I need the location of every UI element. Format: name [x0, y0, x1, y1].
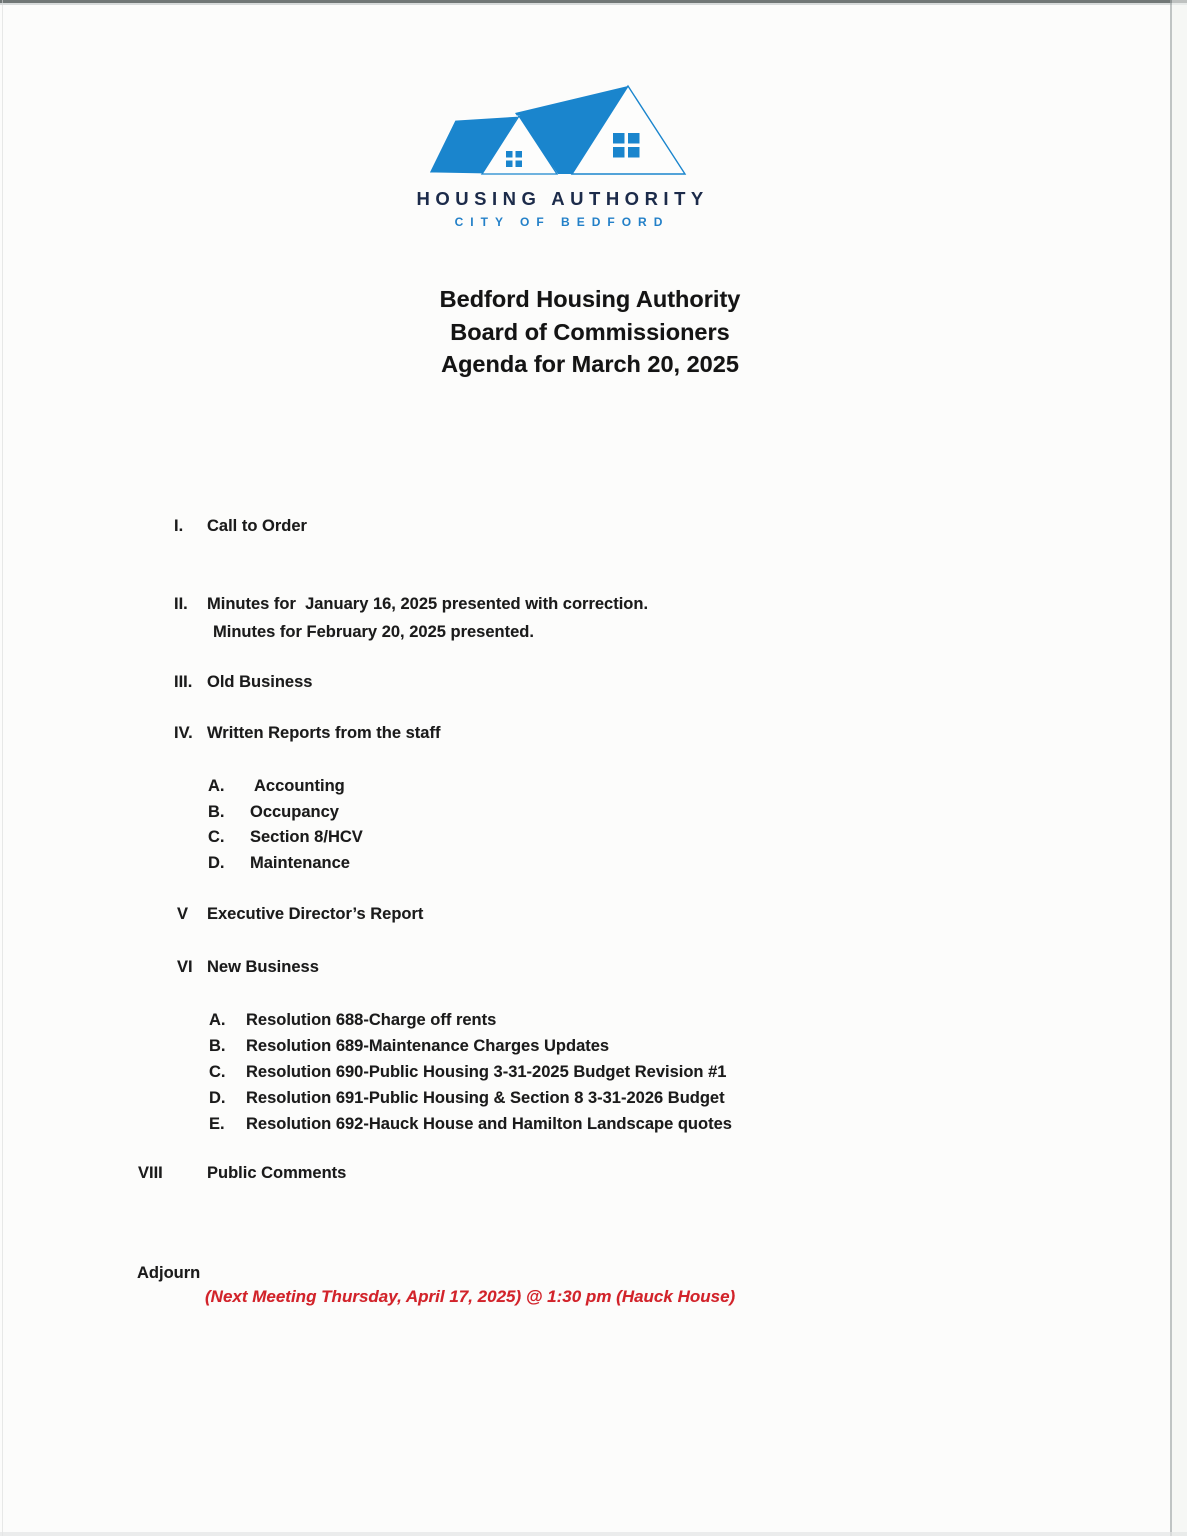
agenda-numeral: II. — [174, 595, 188, 613]
subitem-letter: B. — [209, 1037, 226, 1055]
subitem-text: Section 8/HCV — [250, 828, 363, 846]
subitem-text: Resolution 690-Public Housing 3-31-2025 Budget Revision #1 — [246, 1063, 727, 1081]
agenda-numeral: VIII — [138, 1164, 163, 1182]
subitem-text: Resolution 691-Public Housing & Section 8 3-31-2026 Budget — [246, 1089, 725, 1107]
agenda-item-text: New Business — [207, 958, 319, 976]
agenda-numeral: I. — [174, 517, 184, 535]
subitem-letter: D. — [209, 1089, 226, 1107]
subitem-text: Occupancy — [250, 803, 339, 821]
scan-right-margin — [1172, 0, 1187, 1536]
agenda-item-text: Public Comments — [207, 1164, 347, 1182]
agenda-numeral: III. — [174, 673, 193, 691]
agenda-numeral: V — [177, 905, 189, 923]
agenda-item-text: Executive Director’s Report — [207, 905, 424, 923]
logo-wordmark — [411, 188, 709, 229]
agenda-item-text: Minutes for January 16, 2025 presented with correction. — [207, 595, 649, 613]
scan-top-edge-shadow — [0, 3, 1187, 5]
subitem-letter: A. — [208, 777, 225, 795]
subitem-letter: B. — [208, 803, 225, 821]
subitem-letter: C. — [209, 1063, 226, 1081]
next-meeting-note: (Next Meeting Thursday, April 17, 2025) @ 1:30 pm (Hauck House) — [205, 1287, 736, 1306]
subitem-text: Resolution 689-Maintenance Charges Updates — [246, 1037, 610, 1055]
agenda-item-text: Minutes for February 20, 2025 presented. — [213, 623, 534, 641]
subitem-text: Resolution 692-Hauck House and Hamilton Landscape quotes — [246, 1115, 732, 1133]
agenda-item-text: Call to Order — [207, 517, 307, 535]
subitem-letter: D. — [208, 854, 225, 872]
title-line-1: Bedford Housing Authority — [439, 286, 741, 312]
agenda-item-text: Old Business — [207, 673, 313, 691]
scan-left-edge-line — [2, 0, 3, 1536]
logo-org-name: HOUSING AUTHORITY — [416, 188, 709, 209]
scan-bottom-edge — [0, 1532, 1187, 1536]
agenda-numeral: IV. — [174, 724, 193, 742]
title-line-3: Agenda for March 20, 2025 — [441, 351, 739, 377]
subitem-letter: E. — [209, 1115, 225, 1133]
scan-right-edge-line — [1170, 0, 1172, 1536]
agenda-numeral: VI — [177, 958, 193, 976]
logo-org-subtitle: CITY OF BEDFORD — [454, 215, 670, 229]
subitem-text: Accounting — [254, 777, 345, 795]
document-title — [393, 283, 787, 381]
title-line-2: Board of Commissioners — [450, 318, 730, 345]
subitem-letter: C. — [208, 828, 225, 846]
subitem-text: Maintenance — [250, 854, 350, 872]
subitem-text: Resolution 688-Charge off rents — [246, 1011, 497, 1029]
two-houses-icon — [421, 76, 703, 176]
subitem-letter: A. — [209, 1011, 226, 1029]
adjourn-label: Adjourn — [137, 1264, 201, 1282]
agenda-item-text: Written Reports from the staff — [207, 724, 441, 742]
